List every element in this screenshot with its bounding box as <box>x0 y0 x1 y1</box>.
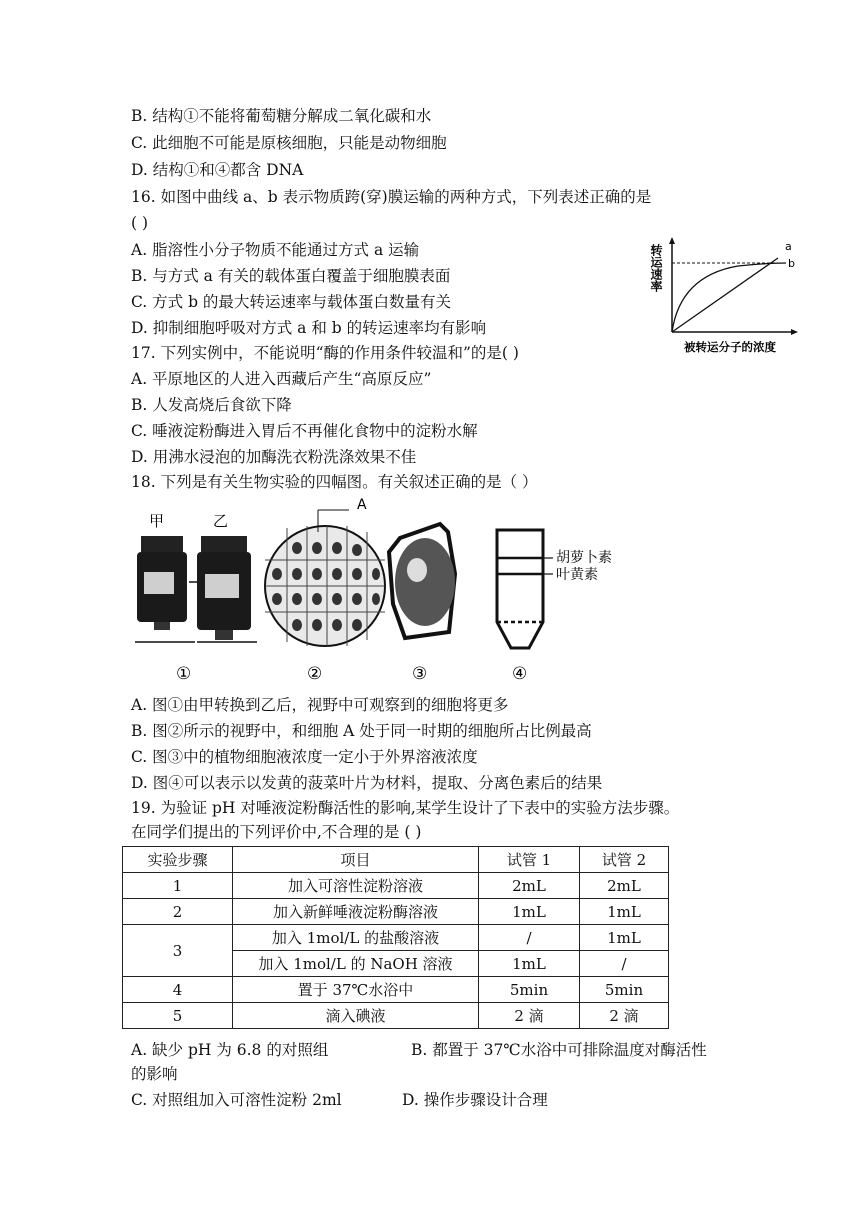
q18-stem: 18. 下列是有关生物实验的四幅图。有关叙述正确的是（ ） <box>131 473 538 491</box>
tube2-cell: 1mL <box>580 925 669 951</box>
curve-b-line <box>672 263 786 332</box>
q19-option-a: A. 缺少 pH 为 6.8 的对照组 <box>131 1041 329 1059</box>
item-cell: 加入新鲜唾液淀粉酶溶液 <box>233 899 479 925</box>
q15-option-c: C. 此细胞不可能是原核细胞，只能是动物细胞 <box>131 134 447 152</box>
tube2-cell: 2mL <box>580 873 669 899</box>
q19-option-b: B. 都置于 37℃水浴中可排除温度对酶活性 <box>411 1041 707 1059</box>
q19-option-c: C. 对照组加入可溶性淀粉 2ml <box>131 1091 342 1109</box>
step-cell: 1 <box>123 873 233 899</box>
table-row <box>123 977 669 1003</box>
q18-option-c: C. 图③中的植物细胞液浓度一定小于外界溶液浓度 <box>131 748 478 766</box>
item-cell: 加入 1mol/L 的盐酸溶液 <box>233 925 479 951</box>
tube1-cell: 1mL <box>479 951 580 977</box>
q19-experiment-table <box>122 846 669 1029</box>
table-row <box>123 925 669 951</box>
tube2-cell: / <box>580 951 669 977</box>
q19-option-d: D. 操作步骤设计合理 <box>402 1091 548 1109</box>
figure-number-1: ① <box>176 664 192 684</box>
step-cell: 4 <box>123 977 233 1003</box>
q18-option-d: D. 图④可以表示以发黄的菠菜叶片为材料，提取、分离色素后的结果 <box>131 774 603 792</box>
curve-a-label: a <box>785 240 792 253</box>
tube2-cell: 5min <box>580 977 669 1003</box>
step-cell: 2 <box>123 899 233 925</box>
tube2-cell: 2 滴 <box>580 1003 669 1029</box>
table-header-row <box>123 847 669 873</box>
item-cell: 置于 37℃水浴中 <box>233 977 479 1003</box>
item-cell: 加入可溶性淀粉溶液 <box>233 873 479 899</box>
q18-option-a: A. 图①由甲转换到乙后，视野中可观察到的细胞将更多 <box>131 696 509 714</box>
q16-option-c: C. 方式 b 的最大转运速率与载体蛋白数量有关 <box>131 293 451 311</box>
q16-option-d: D. 抑制细胞呼吸对方式 a 和 b 的转运速率均有影响 <box>131 319 487 337</box>
q15-option-d: D. 结构①和④都含 DNA <box>131 161 304 179</box>
q16-answer-paren: ( ) <box>131 214 149 232</box>
header-cell: 试管 2 <box>580 847 669 873</box>
header-cell: 实验步骤 <box>123 847 233 873</box>
tube1-cell: / <box>479 925 580 951</box>
figure-2-microscope-field <box>265 497 385 684</box>
item-cell: 滴入碘液 <box>233 1003 479 1029</box>
tube1-cell: 5min <box>479 977 580 1003</box>
q15-option-b: B. 结构①不能将葡萄糖分解成二氧化碳和水 <box>131 107 432 125</box>
table-row <box>123 899 669 925</box>
q19-stem: 19. 为验证 pH 对唾液淀粉酶活性的影响,某学生设计了下表中的实验方法步骤。 <box>131 799 680 817</box>
step-cell: 3 <box>123 925 233 977</box>
figure-number-3: ③ <box>412 664 428 684</box>
q17-option-b: B. 人发高烧后食欲下降 <box>131 396 292 414</box>
q17-option-a: A. 平原地区的人进入西藏后产生“高原反应” <box>131 370 432 388</box>
q16-stem: 16. 如图中曲线 a、b 表示物质跨(穿)膜运输的两种方式，下列表述正确的是 <box>131 188 652 206</box>
figure-1-objectives <box>135 512 257 684</box>
q19-option-b-continued: 的影响 <box>131 1065 178 1083</box>
figure-4-chromatography <box>497 530 612 684</box>
item-cell: 加入 1mol/L 的 NaOH 溶液 <box>233 951 479 977</box>
figure-number-2: ② <box>307 664 323 684</box>
q16-option-b: B. 与方式 a 有关的载体蛋白覆盖于细胞膜表面 <box>131 267 451 285</box>
tube2-cell: 1mL <box>580 899 669 925</box>
q19-stem-2: 在同学们提出的下列评价中,不合理的是 ( ) <box>131 823 422 841</box>
table-row <box>123 873 669 899</box>
figure-3-plant-cell <box>389 524 455 684</box>
q17-option-c: C. 唾液淀粉酶进入胃后不再催化食物中的淀粉水解 <box>131 422 478 440</box>
label-jia: 甲 <box>149 512 165 530</box>
q18-option-b: B. 图②所示的视野中，和细胞 A 处于同一时期的细胞所占比例最高 <box>131 722 592 740</box>
cell-a-label: A <box>357 497 367 513</box>
tube1-cell: 2mL <box>479 873 580 899</box>
header-cell: 试管 1 <box>479 847 580 873</box>
tube1-cell: 1mL <box>479 899 580 925</box>
y-axis-label: 转运速率 <box>649 244 663 292</box>
xanthophyll-label: 叶黄素 <box>556 567 598 583</box>
curve-b-label: b <box>788 257 795 270</box>
x-axis-label: 被转运分子的浓度 <box>684 340 776 354</box>
q17-stem: 17. 下列实例中，不能说明“酶的作用条件较温和”的是( ) <box>131 344 519 362</box>
q16-transport-graph <box>648 236 800 356</box>
carotene-label: 胡萝卜素 <box>556 550 612 566</box>
header-cell: 项目 <box>233 847 479 873</box>
q18-figures <box>135 492 675 692</box>
label-yi: 乙 <box>213 512 229 530</box>
q17-option-d: D. 用沸水浸泡的加酶洗衣粉洗涤效果不佳 <box>131 448 417 466</box>
figure-number-4: ④ <box>512 664 528 684</box>
tube1-cell: 2 滴 <box>479 1003 580 1029</box>
step-cell: 5 <box>123 1003 233 1029</box>
q16-option-a: A. 脂溶性小分子物质不能通过方式 a 运输 <box>131 241 420 259</box>
table-row <box>123 1003 669 1029</box>
